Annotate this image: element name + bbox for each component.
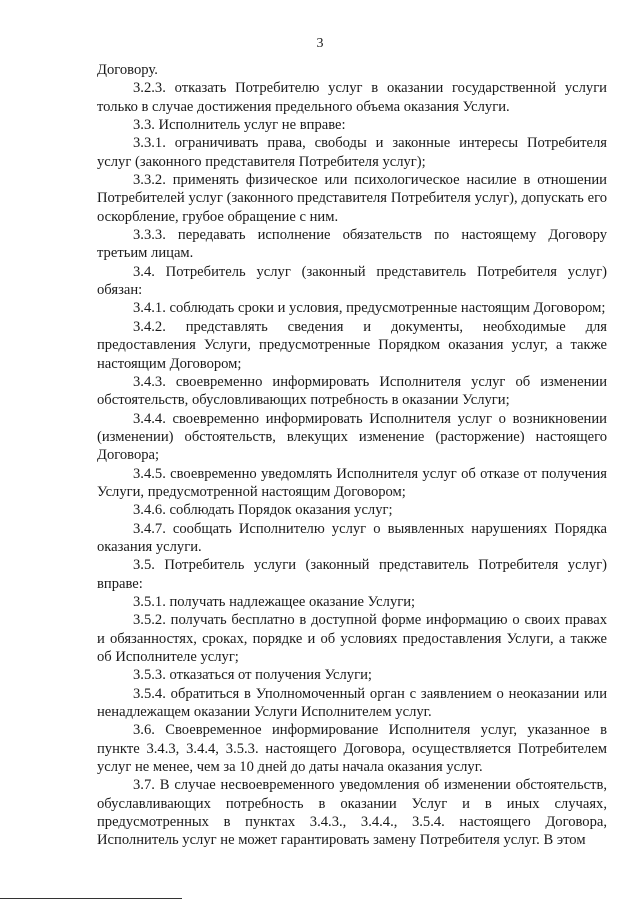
paragraph-3-4-5: 3.4.5. своевременно уведомлять Исполнителя услуг об отказе от получения Услуги, предусмотренной настоящим Договором; [97,465,607,500]
paragraph-3-5: 3.5. Потребитель услуги (законный представитель Потребителя услуг) вправе: [97,557,607,592]
paragraph-3-5-3: 3.5.3. отказаться от получения Услуги; [133,667,372,684]
paragraph-continuation: Договору. [97,62,158,78]
paragraph-3-2-3: 3.2.3. отказать Потребителю услуг в оказании государственной услуги только в случае достижения предельного объема оказания Услуги. [97,80,607,115]
paragraph-3-4-4: 3.4.4. своевременно информировать Исполнителя услуг о возникновении (изменении) обстоятельств, влекущих изменение (расторжение) настоящего Договора; [97,410,607,464]
paragraph-3-3-2: 3.3.2. применять физическое или психологическое насилие в отношении Потребителей услуг (законного представителя Потребителя услуг), допускать его оскорбление, грубое обращение с ним. [97,172,607,225]
paragraph-3-6: 3.6. Своевременное информирование Исполнителя услуг, указанное в пункте 3.4.3, 3.4.4, 3.5.3. настоящего Договора, осуществляется Потребителем услуг не менее, чем за 10 дней до даты начала оказания услуг. [97,722,607,776]
paragraph-3-4-2: 3.4.2. представлять сведения и документы, необходимые для предоставления Услуги, предусмотренные Порядком оказания услуг, а также настоящим Договором; [97,318,607,372]
paragraph-3-5-4: 3.5.4. обратиться в Уполномоченный орган с заявлением о неоказании или ненадлежащем оказании Услуги Исполнителем услуг. [97,685,607,721]
paragraph-3-3: 3.3. Исполнитель услуг не вправе: [133,117,346,134]
paragraph-3-3-1: 3.3.1. ограничивать права, свободы и законные интересы Потребителя услуг (законного представителя Потребителя услуг); [97,135,607,170]
paragraph-3-4: 3.4. Потребитель услуг (законный представитель Потребителя услуг) обязан: [97,263,607,299]
paragraph-3-3-3: 3.3.3. передавать исполнение обязательств по настоящему Договору третьим лицам. [97,227,607,262]
page-number: 3 [316,36,324,51]
paragraph-3-5-1: 3.5.1. получать надлежащее оказание Услуги; [133,593,416,610]
document-body [97,61,607,850]
paragraph-3-5-2: 3.5.2. получать бесплатно в доступной форме информацию о своих правах и обязанностях, сроках, порядке и об условиях предоставления Услуги, а также об Исполнителе услуг; [97,612,607,665]
footnote-divider [0,898,182,899]
paragraph-3-4-6: 3.4.6. соблюдать Порядок оказания услуг; [133,502,393,519]
paragraph-3-7: 3.7. В случае несвоевременного уведомления об изменении обстоятельств, обуславливающих потребность в оказании Услуг и в иных случаях, предусмотренных в пунктах 3.4.3., 3.4.4., 3.5.4. настоящего Договора, Исполнитель услуг не может гарантировать замену Потребителя услуг. В этом [97,777,607,849]
paragraph-3-4-3: 3.4.3. своевременно информировать Исполнителя услуг об изменении обстоятельств, обусловливающих потребность в оказании Услуги; [97,373,607,409]
paragraph-3-4-7: 3.4.7. сообщать Исполнителю услуг о выявленных нарушениях Порядка оказания услуги. [97,520,607,555]
paragraph-3-4-1: 3.4.1. соблюдать сроки и условия, предусмотренные настоящим Договором; [133,300,606,317]
